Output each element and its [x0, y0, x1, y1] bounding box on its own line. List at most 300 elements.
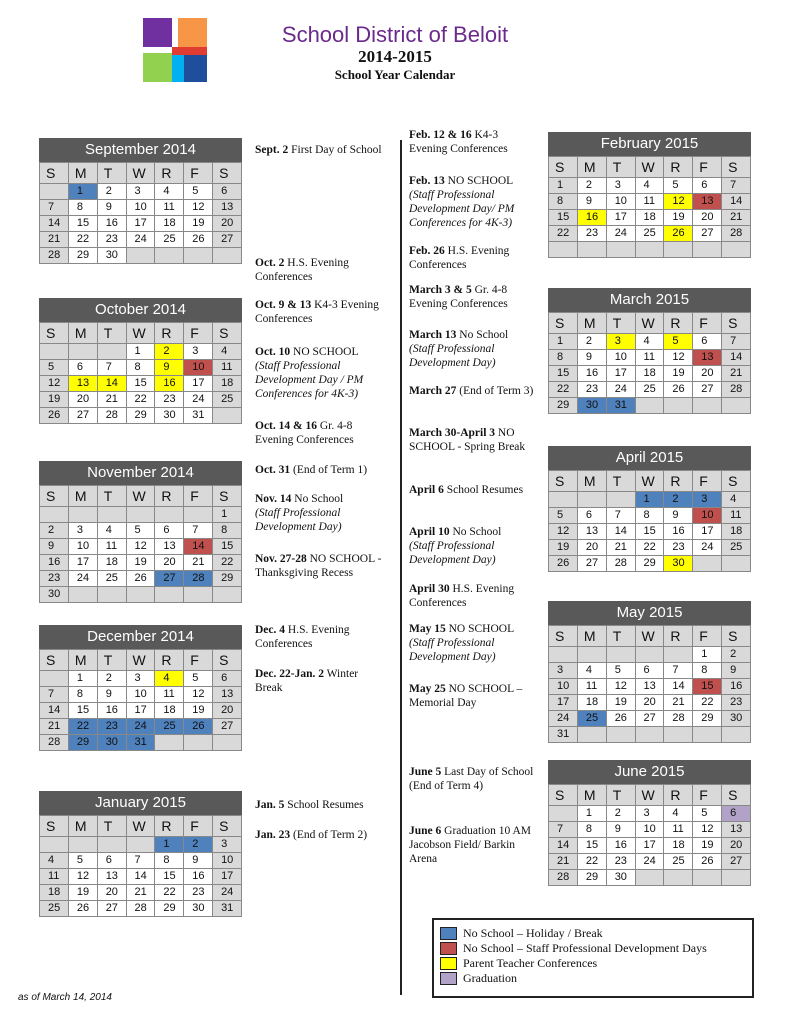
- event-note: [409, 483, 539, 497]
- month-calendar: [548, 288, 751, 414]
- event-date: March 30-April 3: [409, 427, 496, 439]
- day-cell: 8: [549, 194, 578, 210]
- weekday-header: S: [213, 486, 242, 507]
- day-cell: [722, 870, 751, 886]
- day-cell: [693, 556, 722, 572]
- day-cell: 15: [693, 679, 722, 695]
- legend: [432, 918, 754, 998]
- day-cell: 14: [40, 216, 69, 232]
- weekday-header: W: [126, 486, 155, 507]
- event-text: NO SCHOOL - Spring Break: [409, 427, 526, 453]
- day-cell: 5: [126, 523, 155, 539]
- event-date: Jan. 5: [255, 799, 285, 811]
- day-cell: 16: [40, 555, 69, 571]
- day-cell: 25: [664, 854, 693, 870]
- day-cell: 23: [577, 226, 606, 242]
- month-title: December 2014: [39, 625, 242, 649]
- day-cell: 8: [635, 508, 664, 524]
- day-cell: 8: [155, 853, 184, 869]
- day-cell: 10: [606, 194, 635, 210]
- day-cell: 19: [693, 838, 722, 854]
- day-cell: 9: [606, 822, 635, 838]
- day-cell: [693, 870, 722, 886]
- day-cell: 25: [635, 382, 664, 398]
- day-cell: [68, 344, 97, 360]
- day-cell: 23: [97, 232, 126, 248]
- day-cell: 26: [664, 226, 693, 242]
- day-cell: [693, 398, 722, 414]
- day-cell: 28: [722, 226, 751, 242]
- day-cell: 20: [155, 555, 184, 571]
- day-cell: 25: [155, 719, 184, 735]
- day-cell: 21: [126, 885, 155, 901]
- event-text: (End of Term 1): [290, 464, 368, 476]
- day-cell: 10: [693, 508, 722, 524]
- day-cell: 28: [606, 556, 635, 572]
- day-cell: 24: [126, 232, 155, 248]
- weekday-header: F: [693, 471, 722, 492]
- day-cell: 20: [693, 366, 722, 382]
- day-cell: 29: [549, 398, 578, 414]
- day-cell: 27: [213, 232, 242, 248]
- day-cell: 15: [213, 539, 242, 555]
- event-text: K4-3 Evening Conferences: [409, 129, 508, 155]
- day-cell: 18: [155, 216, 184, 232]
- day-cell: 27: [213, 719, 242, 735]
- weekday-header: M: [577, 313, 606, 334]
- weekday-header: W: [126, 650, 155, 671]
- day-cell: 22: [213, 555, 242, 571]
- day-cell: 30: [606, 870, 635, 886]
- weekday-header: S: [213, 816, 242, 837]
- day-cell: 17: [126, 703, 155, 719]
- legend-item: Parent Teacher Conferences: [440, 956, 752, 971]
- event-detail: (Staff Professional Development Day): [255, 507, 342, 533]
- day-cell: 7: [40, 687, 69, 703]
- month-calendar: [548, 601, 751, 743]
- day-cell: [40, 184, 69, 200]
- day-cell: 4: [97, 523, 126, 539]
- event-text: School Resumes: [284, 799, 364, 811]
- event-date: Nov. 14: [255, 493, 292, 505]
- weekday-header: F: [693, 785, 722, 806]
- day-cell: 6: [213, 184, 242, 200]
- event-note: [255, 419, 385, 447]
- weekday-header: S: [722, 471, 751, 492]
- day-cell: 6: [722, 806, 751, 822]
- event-text: H.S. Evening Conferences: [409, 245, 510, 271]
- month-title: November 2014: [39, 461, 242, 485]
- day-cell: [40, 671, 69, 687]
- day-cell: 3: [68, 523, 97, 539]
- day-cell: 7: [722, 334, 751, 350]
- day-cell: 10: [635, 822, 664, 838]
- day-cell: 25: [635, 226, 664, 242]
- day-cell: 3: [693, 492, 722, 508]
- day-cell: 24: [213, 885, 242, 901]
- day-cell: 22: [549, 382, 578, 398]
- day-cell: 11: [722, 508, 751, 524]
- day-cell: 8: [68, 200, 97, 216]
- day-cell: 26: [693, 854, 722, 870]
- weekday-header: W: [635, 785, 664, 806]
- weekday-header: W: [126, 323, 155, 344]
- weekday-header: T: [97, 816, 126, 837]
- day-cell: 13: [722, 822, 751, 838]
- weekday-header: F: [184, 650, 213, 671]
- day-cell: 4: [635, 178, 664, 194]
- day-cell: 19: [664, 210, 693, 226]
- day-cell: [184, 735, 213, 751]
- event-date: April 10: [409, 526, 450, 538]
- weekday-header: M: [68, 163, 97, 184]
- event-note: [255, 623, 385, 651]
- district-title: School District of Beloit: [281, 22, 509, 47]
- day-cell: 5: [693, 806, 722, 822]
- weekday-header: F: [693, 157, 722, 178]
- month-calendar: [548, 132, 751, 258]
- event-date: Oct. 2: [255, 257, 285, 269]
- day-cell: 6: [68, 360, 97, 376]
- day-cell: [635, 398, 664, 414]
- day-cell: 26: [664, 382, 693, 398]
- event-text: Winter Break: [255, 668, 359, 694]
- event-date: May 25: [409, 683, 446, 695]
- event-note: [255, 345, 385, 401]
- day-cell: [155, 507, 184, 523]
- day-cell: 19: [126, 555, 155, 571]
- event-text: H.S. Evening Conferences: [255, 624, 350, 650]
- weekday-header: T: [606, 471, 635, 492]
- event-date: Jan. 23: [255, 829, 291, 841]
- day-cell: [549, 492, 578, 508]
- day-cell: [549, 647, 578, 663]
- day-cell: 16: [97, 216, 126, 232]
- day-cell: 30: [577, 398, 606, 414]
- event-note: [409, 824, 539, 866]
- day-cell: 27: [693, 382, 722, 398]
- day-cell: 19: [68, 885, 97, 901]
- day-cell: 13: [693, 350, 722, 366]
- day-cell: 20: [213, 703, 242, 719]
- event-date: Feb. 13: [409, 175, 445, 187]
- day-cell: 10: [549, 679, 578, 695]
- weekday-header: W: [635, 471, 664, 492]
- event-text: Graduation 10 AM Jacobson Field/ Barkin Arena: [409, 825, 532, 865]
- day-cell: 23: [155, 392, 184, 408]
- day-cell: 2: [606, 806, 635, 822]
- day-cell: 31: [184, 408, 213, 424]
- day-cell: 9: [40, 539, 69, 555]
- event-detail: (Staff Professional Development Day / PM Conferences for 4K-3): [255, 360, 364, 400]
- month-calendar: [39, 625, 242, 751]
- day-cell: 2: [40, 523, 69, 539]
- day-cell: [213, 587, 242, 603]
- day-cell: [97, 507, 126, 523]
- day-cell: [664, 242, 693, 258]
- month-title: September 2014: [39, 138, 242, 162]
- day-cell: [635, 727, 664, 743]
- event-text: NO SCHOOL: [290, 346, 359, 358]
- day-cell: 30: [184, 901, 213, 917]
- day-cell: 30: [40, 587, 69, 603]
- event-text: H.S. Evening Conferences: [255, 257, 349, 283]
- day-cell: 18: [635, 210, 664, 226]
- event-date: March 27: [409, 385, 457, 397]
- day-cell: 18: [577, 695, 606, 711]
- day-cell: 13: [213, 687, 242, 703]
- day-cell: 17: [635, 838, 664, 854]
- day-cell: 1: [549, 334, 578, 350]
- day-cell: [664, 727, 693, 743]
- day-cell: 22: [635, 540, 664, 556]
- day-cell: 12: [606, 679, 635, 695]
- weekday-header: F: [184, 323, 213, 344]
- event-text: H.S. Evening Conferences: [409, 583, 515, 609]
- month-calendar: [39, 298, 242, 424]
- day-cell: 20: [577, 540, 606, 556]
- day-cell: 13: [68, 376, 97, 392]
- day-cell: 7: [549, 822, 578, 838]
- day-cell: [68, 507, 97, 523]
- weekday-header: R: [664, 313, 693, 334]
- legend-swatch-holiday: [440, 927, 457, 940]
- weekday-header: F: [184, 816, 213, 837]
- weekday-header: T: [606, 785, 635, 806]
- month-calendar: [39, 791, 242, 917]
- day-cell: 11: [577, 679, 606, 695]
- calendar-subtitle: School Year Calendar: [334, 67, 456, 82]
- day-cell: 18: [722, 524, 751, 540]
- day-cell: 11: [635, 350, 664, 366]
- district-logo: [143, 18, 207, 82]
- day-cell: 31: [213, 901, 242, 917]
- day-cell: 4: [722, 492, 751, 508]
- day-cell: 30: [722, 711, 751, 727]
- day-cell: 23: [722, 695, 751, 711]
- weekday-header: S: [40, 486, 69, 507]
- day-cell: 18: [97, 555, 126, 571]
- day-cell: 10: [184, 360, 213, 376]
- weekday-header: R: [664, 471, 693, 492]
- event-note: [409, 682, 539, 710]
- day-cell: 7: [126, 853, 155, 869]
- month-title: January 2015: [39, 791, 242, 815]
- day-cell: 11: [97, 539, 126, 555]
- day-cell: 7: [606, 508, 635, 524]
- day-cell: 27: [577, 556, 606, 572]
- day-cell: 7: [722, 178, 751, 194]
- event-note: [255, 667, 385, 695]
- day-cell: [577, 727, 606, 743]
- weekday-header: R: [155, 323, 184, 344]
- day-cell: [155, 248, 184, 264]
- day-cell: 12: [693, 822, 722, 838]
- weekday-header: F: [693, 626, 722, 647]
- day-cell: 6: [213, 671, 242, 687]
- day-cell: 19: [606, 695, 635, 711]
- day-cell: 4: [635, 334, 664, 350]
- day-cell: 27: [635, 711, 664, 727]
- day-cell: 18: [635, 366, 664, 382]
- day-cell: 22: [155, 885, 184, 901]
- weekday-header: W: [126, 816, 155, 837]
- event-note: [255, 492, 385, 534]
- event-date: Dec. 4: [255, 624, 286, 636]
- month-title: May 2015: [548, 601, 751, 625]
- legend-swatch-graduation: [440, 972, 457, 985]
- day-cell: 13: [213, 200, 242, 216]
- event-date: Nov. 27-28: [255, 553, 307, 565]
- day-cell: 19: [664, 366, 693, 382]
- day-cell: 24: [635, 854, 664, 870]
- event-text: School Resumes: [443, 484, 524, 496]
- day-cell: [549, 242, 578, 258]
- event-date: May 15: [409, 623, 446, 635]
- day-cell: 10: [606, 350, 635, 366]
- event-text: K4-3 Evening Conferences: [255, 299, 379, 325]
- day-cell: 1: [68, 671, 97, 687]
- day-cell: 18: [664, 838, 693, 854]
- event-detail: (Staff Professional Development Day): [409, 540, 496, 566]
- weekday-header: M: [577, 471, 606, 492]
- day-cell: [664, 870, 693, 886]
- day-cell: 26: [184, 719, 213, 735]
- event-date: Oct. 14 & 16: [255, 420, 317, 432]
- weekday-header: W: [635, 157, 664, 178]
- day-cell: 9: [664, 508, 693, 524]
- day-cell: [40, 344, 69, 360]
- day-cell: 28: [722, 382, 751, 398]
- day-cell: 26: [606, 711, 635, 727]
- day-cell: 11: [635, 194, 664, 210]
- weekday-header: W: [635, 626, 664, 647]
- day-cell: 5: [606, 663, 635, 679]
- day-cell: 25: [722, 540, 751, 556]
- day-cell: 3: [126, 671, 155, 687]
- day-cell: 21: [722, 366, 751, 382]
- day-cell: 27: [155, 571, 184, 587]
- weekday-header: F: [184, 163, 213, 184]
- column-divider: [400, 140, 402, 995]
- day-cell: 9: [577, 194, 606, 210]
- day-cell: [722, 242, 751, 258]
- day-cell: 1: [155, 837, 184, 853]
- event-note: [255, 798, 385, 812]
- day-cell: 12: [549, 524, 578, 540]
- day-cell: 28: [40, 248, 69, 264]
- day-cell: 8: [126, 360, 155, 376]
- day-cell: 22: [126, 392, 155, 408]
- day-cell: [155, 735, 184, 751]
- day-cell: 4: [664, 806, 693, 822]
- day-cell: 23: [577, 382, 606, 398]
- day-cell: 3: [549, 663, 578, 679]
- day-cell: 29: [155, 901, 184, 917]
- weekday-header: S: [722, 626, 751, 647]
- day-cell: [68, 837, 97, 853]
- day-cell: 26: [549, 556, 578, 572]
- day-cell: 5: [184, 671, 213, 687]
- day-cell: 26: [68, 901, 97, 917]
- day-cell: 28: [664, 711, 693, 727]
- day-cell: 11: [664, 822, 693, 838]
- day-cell: 29: [635, 556, 664, 572]
- day-cell: 17: [549, 695, 578, 711]
- day-cell: 15: [549, 210, 578, 226]
- day-cell: 16: [577, 366, 606, 382]
- day-cell: [635, 242, 664, 258]
- weekday-header: S: [213, 163, 242, 184]
- day-cell: [184, 248, 213, 264]
- day-cell: [549, 806, 578, 822]
- day-cell: 21: [40, 232, 69, 248]
- month-title: April 2015: [548, 446, 751, 470]
- day-cell: [68, 587, 97, 603]
- day-cell: [577, 242, 606, 258]
- day-cell: 11: [213, 360, 242, 376]
- weekday-header: S: [722, 785, 751, 806]
- event-note: [409, 765, 539, 793]
- day-cell: 17: [68, 555, 97, 571]
- day-cell: 9: [577, 350, 606, 366]
- event-note: [409, 128, 539, 156]
- day-cell: 29: [693, 711, 722, 727]
- day-cell: 30: [97, 735, 126, 751]
- event-note: [409, 426, 539, 454]
- day-cell: 11: [155, 687, 184, 703]
- day-cell: 22: [549, 226, 578, 242]
- day-cell: 1: [549, 178, 578, 194]
- day-cell: 15: [68, 703, 97, 719]
- event-note: [409, 525, 539, 567]
- event-date: Feb. 26: [409, 245, 445, 257]
- day-cell: 12: [126, 539, 155, 555]
- day-cell: 14: [606, 524, 635, 540]
- day-cell: 12: [664, 194, 693, 210]
- event-date: Sept. 2: [255, 144, 289, 156]
- weekday-header: R: [155, 486, 184, 507]
- day-cell: 17: [184, 376, 213, 392]
- day-cell: 31: [549, 727, 578, 743]
- event-detail: (Staff Professional Development Day): [409, 343, 496, 369]
- day-cell: [606, 727, 635, 743]
- event-text: First Day of School: [288, 144, 382, 156]
- day-cell: 10: [126, 687, 155, 703]
- day-cell: 27: [722, 854, 751, 870]
- month-calendar: [39, 138, 242, 264]
- day-cell: 29: [577, 870, 606, 886]
- day-cell: 24: [606, 226, 635, 242]
- event-date: March 3 & 5: [409, 284, 472, 296]
- event-date: Oct. 9 & 13: [255, 299, 312, 311]
- event-note: [255, 552, 385, 580]
- day-cell: 1: [213, 507, 242, 523]
- day-cell: 30: [155, 408, 184, 424]
- weekday-header: S: [549, 313, 578, 334]
- day-cell: 19: [40, 392, 69, 408]
- weekday-header: R: [155, 816, 184, 837]
- legend-swatch-conferences: [440, 957, 457, 970]
- event-date: Oct. 31: [255, 464, 291, 476]
- weekday-header: R: [664, 785, 693, 806]
- legend-item: No School – Staff Professional Development Days: [440, 941, 752, 956]
- day-cell: 24: [606, 382, 635, 398]
- weekday-header: M: [68, 816, 97, 837]
- day-cell: 8: [693, 663, 722, 679]
- day-cell: [126, 587, 155, 603]
- weekday-header: R: [155, 650, 184, 671]
